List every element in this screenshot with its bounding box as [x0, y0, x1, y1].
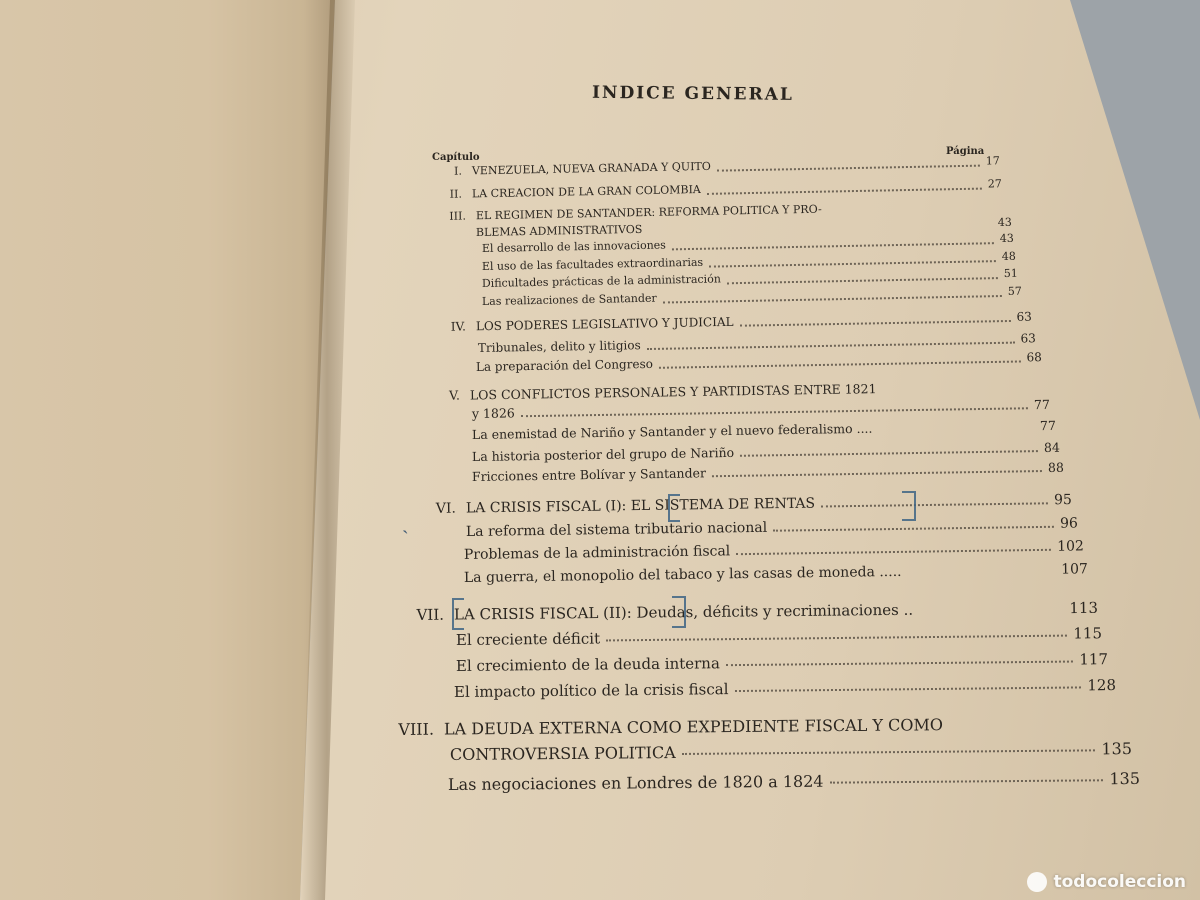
chapter-title: EL REGIMEN DE SANTANDER: REFORMA POLITICA Y PRO- — [475, 202, 822, 223]
page-number: 17 — [985, 154, 1000, 168]
dot-leader — [717, 165, 980, 172]
page-number: 43 — [999, 231, 1014, 246]
chapter-title-continued: y 1826 — [471, 405, 515, 421]
dot-leader — [773, 526, 1054, 532]
page-title: INDICE GENERAL — [591, 82, 794, 105]
pen-bracket-left — [452, 598, 464, 630]
section-title: La preparación del Congreso — [475, 356, 654, 374]
page-number: 115 — [1073, 624, 1103, 643]
pen-mark: ˎ — [402, 510, 409, 534]
pen-bracket-right — [902, 491, 916, 521]
toc-entry-section — [454, 676, 1116, 705]
chapter-title: LA CREACION DE LA GRAN COLOMBIA — [471, 182, 701, 201]
dot-leader — [740, 320, 1011, 327]
chapter-title: LA DEUDA EXTERNA COMO EXPEDIENTE FISCAL Y COMO — [443, 715, 944, 739]
dot-leader — [740, 450, 1038, 457]
page-number: 135 — [1109, 768, 1141, 789]
page-number: 113 — [1069, 598, 1099, 618]
section-title: Las realizaciones de Santander — [481, 291, 657, 308]
dot-leader — [821, 502, 1048, 507]
page-number: 43 — [997, 215, 1012, 229]
page-number: 95 — [1053, 491, 1073, 509]
dot-leader — [830, 779, 1104, 783]
chapter-title-continued: CONTROVERSIA POLITICA — [449, 743, 676, 764]
chapter-number: I. — [453, 164, 463, 178]
section-title: El creciente déficit — [455, 629, 601, 649]
page-number: 77 — [1033, 396, 1050, 413]
page-number: 77 — [1039, 417, 1056, 434]
pen-bracket-right — [672, 596, 686, 628]
watermark — [1027, 872, 1186, 892]
chapter-column-header: Capítulo — [432, 152, 480, 163]
dot-leader — [709, 260, 996, 268]
page-number: 68 — [1026, 350, 1042, 365]
section-title: La enemistad de Nariño y Santander y el nuevo federalismo .... — [471, 420, 873, 442]
page-number: 135 — [1101, 739, 1133, 759]
chapter-number: VII. — [416, 605, 445, 624]
page-number: 27 — [987, 177, 1002, 191]
page-number: 96 — [1059, 515, 1079, 532]
page-number: 57 — [1007, 284, 1022, 298]
section-title: El desarrollo de las innovaciones — [481, 238, 666, 255]
dot-leader — [682, 749, 1096, 755]
section-title: La historia posterior del grupo de Nariño — [471, 444, 735, 464]
chapter-title: LOS PODERES LEGISLATIVO Y JUDICIAL — [475, 314, 734, 334]
dot-leader — [734, 686, 1081, 692]
dot-leader — [726, 661, 1073, 667]
page-number: 128 — [1087, 676, 1117, 695]
section-title: Problemas de la administración fiscal — [463, 543, 731, 563]
chapter-number: VIII. — [398, 719, 435, 739]
watermark-text: todocoleccion — [1053, 872, 1186, 892]
page-column-header: Página — [946, 146, 985, 157]
page-number: 51 — [1003, 266, 1018, 280]
chapter-title-continued: BLEMAS ADMINISTRATIVOS — [475, 222, 643, 239]
chapter-number: III. — [449, 209, 467, 223]
dot-leader — [521, 407, 1028, 417]
chapter-number: II. — [449, 187, 463, 201]
section-title: El uso de las facultades extraordinarias — [481, 255, 704, 273]
chapter-number: V. — [448, 387, 461, 403]
section-title: La guerra, el monopolio del tabaco y las casas de moneda ..... — [463, 563, 902, 586]
dot-leader — [606, 635, 1067, 642]
section-title: Fricciones entre Bolívar y Santander — [471, 465, 707, 484]
page-number: 84 — [1043, 439, 1060, 456]
chapter-number: VI. — [435, 500, 457, 517]
toc-entry-continuation — [450, 739, 1132, 767]
page-number: 48 — [1001, 249, 1016, 264]
chapter-number: IV. — [450, 319, 467, 334]
toc-entry-section — [456, 624, 1102, 653]
page-number: 102 — [1057, 538, 1085, 555]
chapter-title: LOS CONFLICTOS PERSONALES Y PARTIDISTAS ENTRE 1821 — [469, 381, 877, 403]
section-title: Dificultades prácticas de la administración — [481, 272, 721, 290]
section-title: Las negociaciones en Londres de 1820 a 1824 — [447, 771, 824, 794]
chapter-title: LA CRISIS FISCAL (I): EL SISTEMA DE RENTAS — [465, 495, 816, 517]
dot-leader — [712, 470, 1042, 477]
page-number: 63 — [1020, 331, 1036, 346]
section-title: Tribunales, delito y litigios — [477, 338, 641, 355]
page-number: 117 — [1079, 650, 1109, 669]
toc-entry-chapter — [392, 714, 1072, 742]
toc-entry-chapter — [410, 599, 1098, 628]
section-title: El crecimiento de la deuda interna — [455, 654, 720, 675]
dot-leader — [736, 549, 1051, 555]
toc-entry-section — [448, 769, 1140, 797]
chapter-title: LA CRISIS FISCAL (II): Deudas, déficits y recriminaciones .. — [453, 600, 914, 624]
dot-leader — [707, 188, 982, 195]
dot-leader — [647, 342, 1015, 350]
pen-bracket-left — [668, 494, 680, 522]
toc-entry-section — [456, 650, 1108, 679]
page-number: 63 — [1016, 309, 1032, 324]
dot-leader — [659, 360, 1021, 368]
page-number: 88 — [1047, 459, 1064, 475]
watermark-logo-icon — [1027, 872, 1047, 892]
dot-leader — [672, 242, 994, 250]
dot-leader — [727, 277, 998, 284]
chapter-title: VENEZUELA, NUEVA GRANADA Y QUITO — [471, 159, 711, 178]
section-title: La reforma del sistema tributario nacional — [465, 519, 768, 540]
dot-leader — [663, 295, 1002, 304]
section-title: El impacto político de la crisis fiscal — [453, 680, 729, 701]
page-number: 107 — [1061, 561, 1089, 578]
